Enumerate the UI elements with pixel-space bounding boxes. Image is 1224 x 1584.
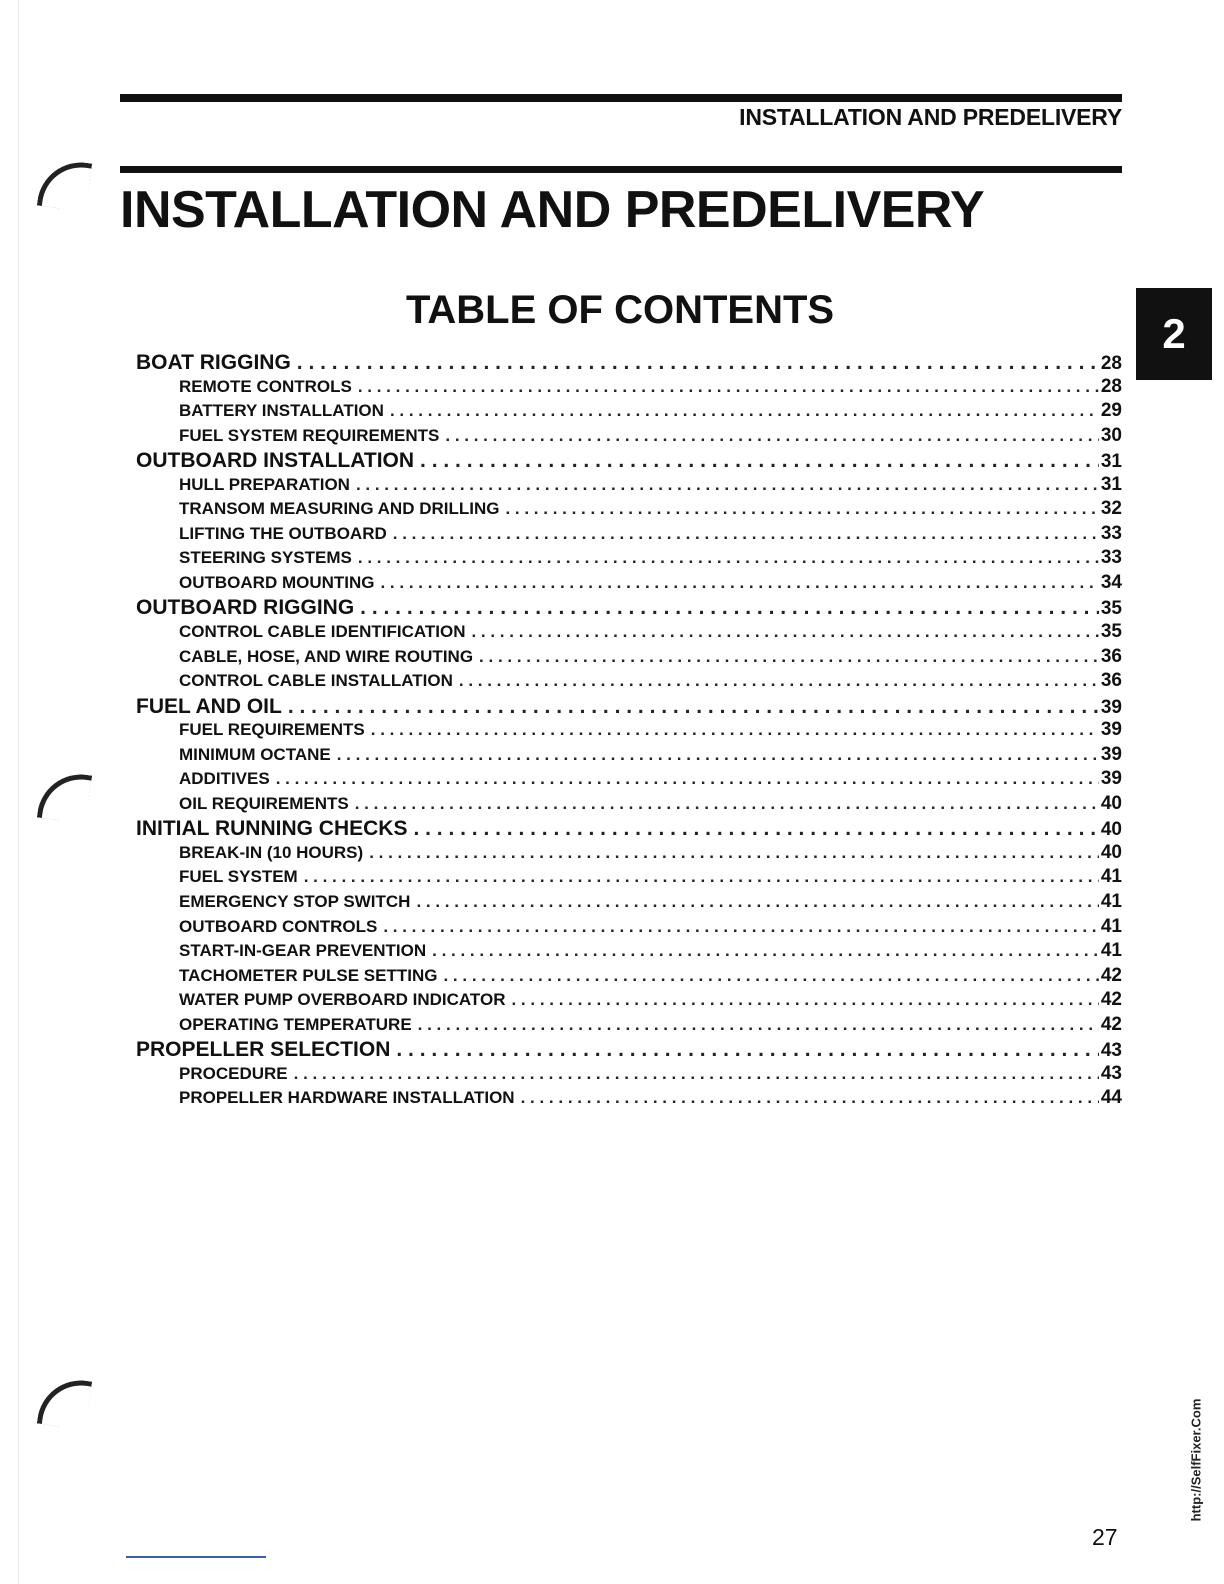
toc-dot-leader	[337, 745, 1099, 765]
toc-entry-label: EMERGENCY STOP SWITCH	[179, 892, 411, 912]
toc-entry-page: 30	[1100, 424, 1122, 446]
toc-entry-page: 42	[1100, 989, 1122, 1011]
toc-entry-page: 35	[1100, 598, 1122, 620]
toc-entry-label: BOAT RIGGING	[136, 351, 291, 374]
toc-subsection-entry[interactable]	[136, 400, 1122, 425]
toc-entry-page: 32	[1100, 498, 1122, 520]
toc-entry-page: 40	[1100, 792, 1122, 814]
toc-entry-label: FUEL REQUIREMENTS	[179, 720, 365, 740]
toc-entry-page: 36	[1100, 670, 1122, 692]
toc-entry-label: OPERATING TEMPERATURE	[179, 1014, 412, 1034]
toc-dot-leader	[479, 647, 1099, 667]
toc-entry-label: PROCEDURE	[179, 1063, 288, 1083]
toc-entry-page: 28	[1100, 375, 1122, 397]
toc-entry-label: PROPELLER SELECTION	[136, 1038, 391, 1062]
toc-entry-label: CABLE, HOSE, AND WIRE ROUTING	[179, 646, 474, 666]
toc-subsection-entry[interactable]	[136, 621, 1122, 646]
toc-entry-page: 41	[1100, 915, 1122, 937]
toc-subsection-entry[interactable]	[136, 719, 1122, 744]
toc-entry-page: 36	[1100, 645, 1122, 667]
toc-dot-leader	[294, 1064, 1099, 1084]
toc-entry-page: 40	[1100, 819, 1122, 841]
binder-hole-icon	[37, 157, 92, 212]
toc-dot-leader	[505, 499, 1098, 519]
toc-entry-label: INITIAL RUNNING CHECKS	[136, 817, 408, 841]
toc-dot-leader	[355, 794, 1099, 814]
toc-dot-leader	[358, 377, 1099, 397]
toc-entry-label: HULL PREPARATION	[179, 474, 350, 494]
toc-subsection-entry[interactable]	[136, 670, 1122, 695]
toc-section-entry[interactable]	[136, 351, 1122, 376]
toc-entry-page: 39	[1100, 768, 1122, 790]
toc-subsection-entry[interactable]	[136, 768, 1122, 793]
toc-section-entry[interactable]	[136, 1038, 1122, 1063]
toc-subsection-entry[interactable]	[136, 1087, 1122, 1112]
toc-dot-leader	[393, 524, 1099, 544]
toc-dot-leader	[371, 720, 1099, 740]
toc-entry-label: OUTBOARD MOUNTING	[179, 572, 375, 592]
toc-dot-leader	[443, 966, 1098, 986]
toc-entry-page: 43	[1100, 1040, 1122, 1062]
toc-entry-label: OIL REQUIREMENTS	[179, 793, 349, 813]
toc-entry-page: 33	[1100, 547, 1122, 569]
toc-entry-page: 31	[1100, 473, 1122, 495]
toc-entry-label: STEERING SYSTEMS	[179, 548, 352, 568]
header-rule-top	[120, 94, 1122, 102]
toc-entry-page: 31	[1100, 451, 1122, 473]
toc-section-entry[interactable]	[136, 695, 1122, 720]
running-head: INSTALLATION AND PREDELIVERY	[739, 104, 1122, 130]
toc-dot-leader	[360, 596, 1099, 620]
toc-subsection-entry[interactable]	[136, 572, 1122, 597]
toc-entry-label: OUTBOARD CONTROLS	[179, 916, 378, 936]
toc-entry-page: 35	[1100, 621, 1122, 643]
toc-dot-leader	[356, 475, 1099, 495]
toc-entry-page: 41	[1100, 891, 1122, 913]
header-rule-bottom	[120, 166, 1122, 173]
toc-dot-leader	[396, 1038, 1099, 1062]
toc-dot-leader	[416, 892, 1098, 912]
toc-entry-label: BATTERY INSTALLATION	[179, 401, 384, 421]
toc-dot-leader	[380, 573, 1098, 593]
section-tab[interactable]: 2	[1136, 288, 1212, 380]
toc-entry-page: 40	[1100, 841, 1122, 863]
toc-subsection-entry[interactable]	[136, 989, 1122, 1014]
toc-entry-label: ADDITIVES	[179, 769, 270, 789]
toc-entry-label: TRANSOM MEASURING AND DRILLING	[179, 499, 500, 519]
toc-subsection-entry[interactable]	[136, 1063, 1122, 1088]
toc-dot-leader	[288, 695, 1099, 719]
toc-dot-leader	[304, 867, 1099, 887]
toc-entry-label: CONTROL CABLE IDENTIFICATION	[179, 622, 466, 642]
toc-section-entry[interactable]	[136, 817, 1122, 842]
page-number: 27	[1092, 1524, 1118, 1550]
toc-entry-label: REMOTE CONTROLS	[179, 376, 352, 396]
toc-subsection-entry[interactable]	[136, 940, 1122, 965]
toc-title: TABLE OF CONTENTS	[405, 288, 835, 332]
toc-entry-label: MINIMUM OCTANE	[179, 744, 331, 764]
toc-entry-label: OUTBOARD RIGGING	[136, 596, 355, 620]
toc-entry-page: 28	[1100, 353, 1122, 374]
toc-dot-leader	[413, 817, 1098, 841]
toc-dot-leader	[511, 990, 1098, 1010]
toc-subsection-entry[interactable]	[136, 866, 1122, 891]
toc-entry-label: BREAK-IN (10 HOURS)	[179, 842, 364, 862]
toc-subsection-entry[interactable]	[136, 891, 1122, 916]
toc-section-entry[interactable]	[136, 596, 1122, 621]
toc-subsection-entry[interactable]	[136, 744, 1122, 769]
toc-subsection-entry[interactable]	[136, 842, 1122, 867]
toc-dot-leader	[390, 401, 1099, 421]
toc-entry-label: START-IN-GEAR PREVENTION	[179, 941, 427, 961]
toc-entry-page: 44	[1100, 1087, 1122, 1109]
toc-dot-leader	[369, 843, 1099, 863]
toc-section-entry[interactable]	[136, 449, 1122, 474]
toc-entry-page: 42	[1100, 964, 1122, 986]
toc-dot-leader	[420, 449, 1099, 473]
toc-dot-leader	[418, 1015, 1099, 1035]
toc-entry-label: FUEL SYSTEM	[179, 867, 298, 887]
toc-entry-label: FUEL AND OIL	[136, 694, 282, 718]
toc-entry-label: PROPELLER HARDWARE INSTALLATION	[179, 1088, 515, 1108]
watermark-url: http://SelfFixer.Com	[1188, 1398, 1204, 1522]
toc-subsection-entry[interactable]	[136, 793, 1122, 818]
toc-dot-leader	[459, 671, 1099, 691]
toc-dot-leader	[445, 426, 1098, 446]
toc-subsection-entry[interactable]	[136, 1014, 1122, 1039]
toc-entry-page: 41	[1100, 940, 1122, 962]
toc-entry-page: 39	[1100, 743, 1122, 765]
toc-entry-page: 41	[1100, 866, 1122, 888]
page-margin-line	[18, 0, 19, 1584]
toc-dot-leader	[471, 622, 1098, 642]
binder-hole-icon	[37, 769, 92, 824]
toc-subsection-entry[interactable]	[136, 474, 1122, 499]
toc-subsection-entry[interactable]	[136, 376, 1122, 401]
toc-subsection-entry[interactable]	[136, 646, 1122, 671]
toc-dot-leader	[383, 917, 1099, 937]
toc-entry-label: WATER PUMP OVERBOARD INDICATOR	[179, 990, 506, 1010]
toc-subsection-entry[interactable]	[136, 425, 1122, 450]
toc-subsection-entry[interactable]	[136, 916, 1122, 941]
toc-list	[136, 351, 1122, 1112]
toc-dot-leader	[432, 941, 1099, 961]
toc-entry-page: 43	[1100, 1062, 1122, 1084]
toc-subsection-entry[interactable]	[136, 498, 1122, 523]
toc-subsection-entry[interactable]	[136, 523, 1122, 548]
toc-dot-leader	[358, 548, 1099, 568]
toc-dot-leader	[276, 769, 1099, 789]
toc-entry-page: 29	[1100, 400, 1122, 422]
toc-entry-page: 39	[1100, 719, 1122, 741]
chapter-title: INSTALLATION AND PREDELIVERY	[120, 181, 985, 239]
bottom-link-underline[interactable]	[126, 1556, 266, 1558]
toc-subsection-entry[interactable]	[136, 547, 1122, 572]
toc-entry-page: 33	[1100, 522, 1122, 544]
toc-subsection-entry[interactable]	[136, 965, 1122, 990]
toc-entry-label: FUEL SYSTEM REQUIREMENTS	[179, 425, 440, 445]
toc-entry-label: LIFTING THE OUTBOARD	[179, 523, 387, 543]
toc-dot-leader	[297, 351, 1099, 375]
toc-entry-page: 42	[1100, 1013, 1122, 1035]
toc-entry-label: TACHOMETER PULSE SETTING	[179, 965, 438, 985]
binder-hole-icon	[37, 1375, 92, 1430]
toc-entry-page: 39	[1100, 696, 1122, 718]
toc-entry-label: OUTBOARD INSTALLATION	[136, 449, 415, 473]
toc-entry-page: 34	[1100, 571, 1122, 593]
toc-dot-leader	[521, 1088, 1099, 1108]
toc-entry-label: CONTROL CABLE INSTALLATION	[179, 671, 453, 691]
